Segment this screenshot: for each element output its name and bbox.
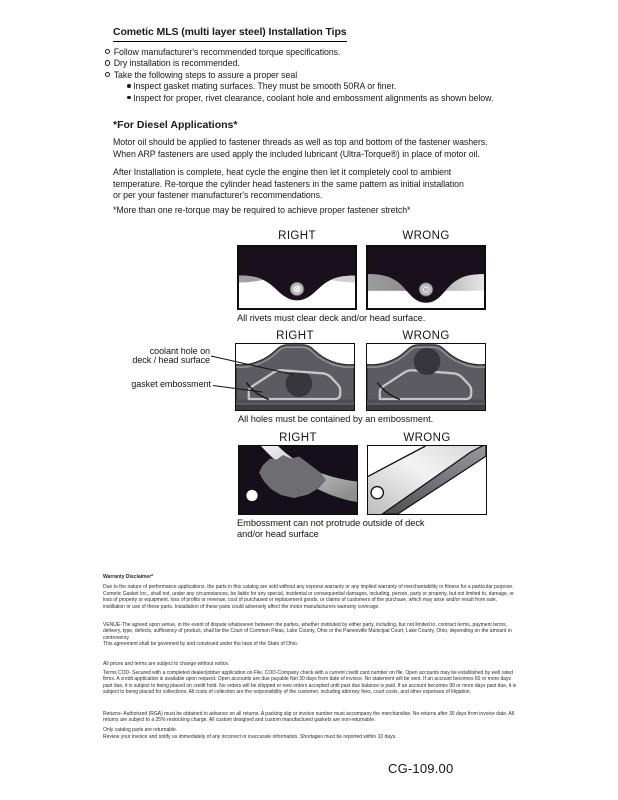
text-line: After Installation is complete, heat cycle the engine then let it completely cool to ambient — [113, 167, 452, 177]
filled-bullet-icon — [127, 96, 131, 100]
wrong-label: WRONG — [403, 432, 451, 444]
right-label: RIGHT — [276, 330, 314, 342]
text-line: Only catalog parts are returnable. — [103, 727, 178, 733]
returns-paragraph: Returns- Authorized (RGA) must be obtained in advance on all returns. A packing slip or invoice number must accompany the merchandise. No returns after 30 days from invoice date. All returns are subject to a 25% restocking charge. All custom designed and custom manufactured gaskets are non-returnable. — [103, 710, 515, 724]
protrusion-wrong-art — [368, 446, 486, 514]
right-label: RIGHT — [278, 230, 316, 242]
text-line: Motor oil should be applied to fastener threads as well as top and bottom of the fastener washers. — [113, 137, 488, 147]
page-title: Cometic MLS (multi layer steel) Installation Tips — [113, 26, 347, 42]
diesel-retorque-note: *More than one re-torque may be required to achieve proper fastener stretch* — [113, 205, 411, 215]
rivet-caption: All rivets must clear deck and/or head surface. — [237, 313, 426, 323]
tip-item-label: Take the following steps to assure a proper seal — [113, 69, 298, 80]
prices-note: All prices and terms are subject to change without notice. — [103, 660, 230, 667]
coolant-hole-label — [90, 347, 210, 366]
text-line: coolant hole on — [149, 346, 210, 356]
warranty-heading: Warranty Disclaimer* — [103, 574, 154, 580]
filled-bullet-icon — [127, 84, 131, 88]
rivet-clearance-right-diagram — [237, 245, 357, 310]
text-line: or per your fastener manufacturer's recommendations. — [113, 190, 323, 201]
diesel-paragraph-1 — [113, 137, 488, 160]
tip-item-label: Dry installation is recommended. — [113, 58, 240, 68]
page-code: CG-109.00 — [388, 761, 454, 776]
hollow-bullet-icon — [105, 72, 110, 77]
terms-cod-paragraph: Terms COD- Secured with a completed dealer/jobber application on File, COD-Company check with a current credit card number on file. Open accounts may be established by well rated firms. A credit application is available upon request. Open accounts are due payable Net 30 days from date of invoice. No statement will be sent. If an account becomes 60 or more days past due, it is subject to being placed on credit hold. No orders will be shipped or new orders accepted until past due balance is paid. If an account becomes 90 or more days past due, it is subject to being placed for collections. All costs of collection are the responsibility of the customer, including attorney fees, court costs, and other expenses of litigation. — [103, 669, 517, 696]
tip-subitem-label: Inspect gasket mating surfaces. They must be smooth 50RA or finer. — [133, 81, 397, 91]
rivet-right-art — [239, 247, 355, 308]
warranty-paragraph: Due to the nature of performance applications, the parts in this catalog are sold without any express warranty or any implied warranty of merchantability or fitness for a particular purpose. Cometic Gasket Inc., shall not, under any circumstances, be liable for any special, incidental or consequential damages, including, person, party or property, but not limited to, damage, or loss of property or equipment, loss of profits or revenue, cost of purchased or replacement goods, or claims of customers of the purchase, which may arise and/or result from sale, instillation or use of these parts. Installation of these parts could adversely affect the motor manufacturers warranty coverage. — [103, 584, 514, 610]
wrong-label: WRONG — [402, 330, 450, 342]
text-line: VENUE-The agreed upon venue, in the event of dispute whatsoever between the parties, whether instituted by either party, including, but not limited to, contract terms, payment terms, delivery, type, defects, sufficiency of product, shall be the Court of Common Pleas, Lake County, Ohio or the Painesville Municipal Court, Lake County, Ohio, depending on the amount in controversy. — [103, 621, 512, 641]
protrusion-right-diagram — [238, 445, 358, 515]
right-label: RIGHT — [279, 432, 317, 444]
returnable-note — [103, 727, 517, 741]
gasket-embossment-label: gasket embossment — [131, 379, 211, 389]
wrong-label: WRONG — [402, 230, 450, 242]
diesel-paragraph-2 — [113, 167, 464, 202]
protrusion-right-art — [239, 446, 357, 514]
text-line: When ARP fasteners are used apply the included lubricant (Ultra-Torque®) in place of motor oil. — [113, 148, 480, 159]
rivet-wrong-art — [368, 247, 484, 308]
tip-item-proper-seal — [105, 69, 297, 80]
protrusion-caption — [237, 518, 425, 540]
rivet-clearance-wrong-diagram — [366, 245, 486, 310]
coolant-hole-right-diagram — [235, 343, 355, 411]
tip-subitem-label: Inspect for proper, rivet clearance, coolant hole and embossment alignments as shown below. — [133, 92, 494, 103]
text-line: Review your invoice and notify us immediately of any incorrect or inaccurate information. Shortages must be reported within 10 days. — [103, 734, 397, 740]
coolant-right-art — [236, 344, 354, 410]
coolant-hole-wrong-diagram — [366, 343, 486, 411]
text-line: and/or head surface — [237, 529, 319, 539]
hollow-bullet-icon — [105, 60, 110, 65]
tip-item-label: Follow manufacturer's recommended torque specifications. — [113, 46, 341, 57]
tip-item-dry-install — [105, 58, 240, 69]
text-line: deck / head surface — [132, 355, 210, 366]
tip-item-torque — [105, 46, 340, 57]
coolant-caption: All holes must be contained by an embossment. — [238, 414, 434, 424]
text-line: temperature. Re-torque the cylinder head fasteners in the same pattern as initial installation — [113, 178, 464, 189]
text-line: This agreement shall be governed by and construed under the laws of the State of Ohio. — [103, 641, 299, 648]
venue-paragraph — [103, 622, 517, 648]
text-line: Embossment can not protrude outside of deck — [237, 518, 425, 528]
protrusion-wrong-diagram — [367, 445, 487, 515]
hollow-bullet-icon — [105, 49, 110, 54]
tip-subitem-alignments — [127, 92, 493, 103]
diesel-heading: *For Diesel Applications* — [113, 119, 238, 131]
coolant-wrong-art — [367, 344, 485, 410]
tip-subitem-mating-surfaces — [127, 81, 396, 92]
